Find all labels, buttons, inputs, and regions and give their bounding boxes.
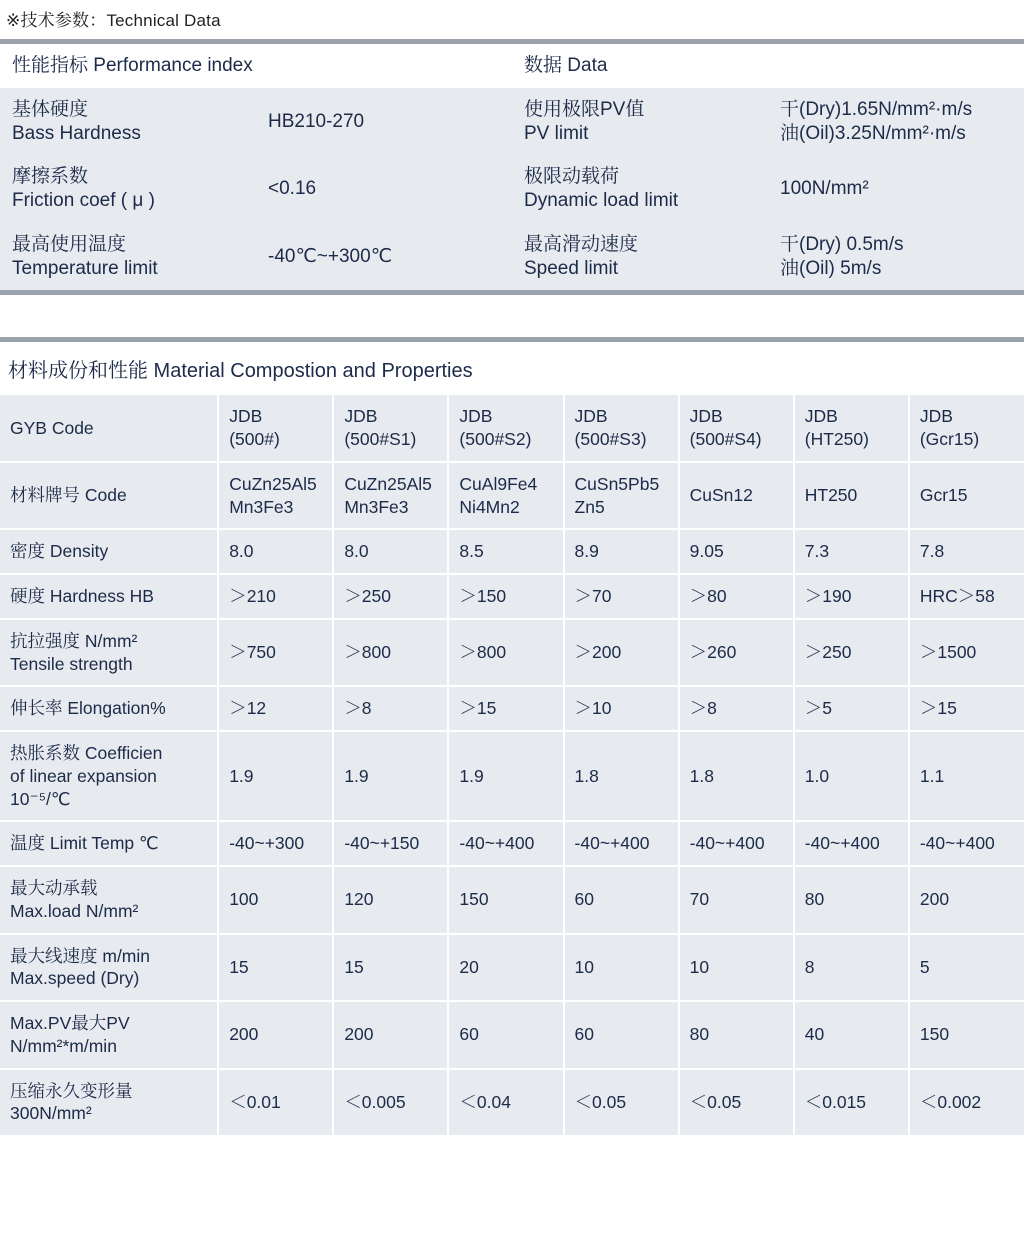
cell-r8-c4 bbox=[564, 866, 679, 934]
table-row bbox=[0, 529, 1024, 574]
table-row bbox=[0, 686, 1024, 731]
value-line-1: CuSn12 bbox=[689, 485, 753, 506]
cell-r9-c4 bbox=[564, 934, 679, 1002]
title-en: Technical Data bbox=[106, 11, 221, 30]
header-column-2 bbox=[333, 395, 448, 462]
table-row bbox=[0, 821, 1024, 866]
cell-r11-c1 bbox=[218, 1069, 333, 1136]
cell-r5-c6 bbox=[794, 686, 909, 731]
cell-r1-c6 bbox=[794, 462, 909, 530]
value-line-1: 80 bbox=[689, 1024, 710, 1045]
cell-r10-c5 bbox=[679, 1001, 794, 1069]
value-line-1: 200 bbox=[229, 1024, 259, 1045]
row-label-bass-hardness bbox=[0, 88, 256, 156]
value-line-1: 8.5 bbox=[459, 541, 484, 562]
value-line-2: 油(Oil)3.25N/mm²·m/s bbox=[780, 122, 966, 144]
value-line-1: 8.0 bbox=[344, 541, 369, 562]
cell-r8-c3 bbox=[448, 866, 563, 934]
cell-r11-c3 bbox=[448, 1069, 563, 1136]
cell-r3-c7 bbox=[909, 574, 1024, 619]
value-line-1: ＞800 bbox=[459, 642, 507, 663]
value-line-1: 1.8 bbox=[689, 765, 714, 786]
value-line-1: ＜0.002 bbox=[919, 1091, 982, 1112]
label-cn: 最高滑动速度 bbox=[524, 233, 639, 255]
cell-r4-c4 bbox=[564, 619, 679, 687]
cell-r9-c6 bbox=[794, 934, 909, 1002]
material-section-title: 材料成份和性能 Material Compostion and Properties bbox=[0, 342, 1024, 395]
row-label-8 bbox=[0, 866, 218, 934]
header-column-1 bbox=[218, 395, 333, 462]
value-line-1: ＜0.01 bbox=[229, 1091, 281, 1112]
column-line-2: (500#S2) bbox=[459, 429, 532, 449]
cell-r1-c2 bbox=[333, 462, 448, 530]
value-line-1: 1.0 bbox=[804, 765, 830, 786]
cell-r2-c6 bbox=[794, 529, 909, 574]
column-line-1: JDB bbox=[229, 406, 263, 427]
table-row bbox=[0, 1069, 1024, 1136]
value-line-1: 7.3 bbox=[804, 541, 830, 562]
label-line-1: 最大动承载 bbox=[10, 878, 98, 898]
column-line-2: (HT250) bbox=[804, 429, 869, 449]
value-line-1: CuAl9Fe4 bbox=[459, 473, 538, 494]
value-line-1: 120 bbox=[344, 889, 374, 910]
value-line-1: 1.9 bbox=[229, 765, 254, 786]
value-line-1: CuZn25Al5 bbox=[229, 473, 317, 494]
value-line-1: ＜0.04 bbox=[459, 1091, 511, 1112]
value-line-1: 70 bbox=[689, 889, 710, 910]
cell-r5-c5 bbox=[679, 686, 794, 731]
label-line-1: 抗拉强度 N/mm² bbox=[10, 630, 138, 651]
table-row bbox=[0, 866, 1024, 934]
value-line-1: ＞10 bbox=[574, 698, 612, 719]
table-row bbox=[0, 155, 1024, 223]
cell-r9-c5 bbox=[679, 934, 794, 1002]
row-label-4 bbox=[0, 619, 218, 687]
cell-r10-c7 bbox=[909, 1001, 1024, 1069]
value-line-1: -40~+300 bbox=[229, 833, 305, 854]
cell-r7-c1 bbox=[218, 821, 333, 866]
value-line-1: ＞15 bbox=[459, 698, 497, 719]
value-line-1: 60 bbox=[459, 1024, 479, 1045]
row-label-friction-coef bbox=[0, 155, 256, 223]
table-row bbox=[0, 462, 1024, 530]
cell-r3-c1 bbox=[218, 574, 333, 619]
column-line-1: JDB bbox=[574, 406, 608, 427]
value-line-1: ＞8 bbox=[689, 698, 717, 719]
cell-r11-c4 bbox=[564, 1069, 679, 1136]
row-value-bass-hardness: HB210-270 bbox=[256, 88, 512, 156]
row-label-5 bbox=[0, 686, 218, 731]
row-label-9 bbox=[0, 934, 218, 1002]
value-line-1: 1.8 bbox=[574, 765, 599, 786]
cell-r4-c3 bbox=[448, 619, 563, 687]
label-line-1: 温度 Limit Temp ℃ bbox=[10, 833, 159, 854]
row-label-dynamic-load-limit bbox=[512, 155, 768, 223]
row-label-temperature-limit bbox=[0, 223, 256, 291]
page-title bbox=[0, 0, 1024, 39]
value-line-1: 20 bbox=[459, 956, 479, 977]
value-line-1: ＞70 bbox=[574, 586, 612, 606]
label-line-3: 10⁻⁵/℃ bbox=[10, 788, 71, 809]
value-line-1: 1.1 bbox=[919, 765, 945, 786]
value-line-1: HT250 bbox=[804, 485, 858, 506]
header-data: 数据 Data bbox=[512, 44, 1024, 88]
value-line-1: -40~+400 bbox=[804, 833, 880, 854]
value-line-1: ＜0.015 bbox=[804, 1091, 867, 1112]
value-line-1: ＞5 bbox=[804, 698, 832, 719]
table-row bbox=[0, 1001, 1024, 1069]
cell-r8-c2 bbox=[333, 866, 448, 934]
row-value-speed-limit bbox=[768, 223, 1024, 291]
label-line-2: Max.speed (Dry) bbox=[10, 968, 140, 989]
value-line-1: -40~+400 bbox=[689, 833, 765, 854]
column-line-1: JDB bbox=[689, 406, 723, 427]
value-line-1: 40 bbox=[804, 1024, 825, 1045]
value-line-1: 200 bbox=[344, 1024, 374, 1045]
label-line-1: 硬度 Hardness HB bbox=[10, 586, 154, 606]
cell-r10-c1 bbox=[218, 1001, 333, 1069]
cell-r3-c5 bbox=[679, 574, 794, 619]
header-column-3 bbox=[448, 395, 563, 462]
header-gyb-code: GYB Code bbox=[0, 395, 218, 462]
cell-r2-c4 bbox=[564, 529, 679, 574]
cell-r11-c2 bbox=[333, 1069, 448, 1136]
header-column-4 bbox=[564, 395, 679, 462]
table-row bbox=[0, 619, 1024, 687]
value-line-1: -40~+400 bbox=[459, 833, 535, 854]
label-line-2: Max.load N/mm² bbox=[10, 900, 139, 921]
column-line-1: JDB bbox=[344, 406, 378, 427]
cell-r1-c4 bbox=[564, 462, 679, 530]
column-line-1: JDB bbox=[919, 406, 953, 427]
cell-r8-c1 bbox=[218, 866, 333, 934]
value-line-1: -40~+150 bbox=[344, 833, 420, 854]
label-line-1: 伸长率 Elongation% bbox=[10, 698, 166, 719]
cell-r3-c6 bbox=[794, 574, 909, 619]
cell-r3-c4 bbox=[564, 574, 679, 619]
value-line-1: 60 bbox=[574, 889, 594, 910]
row-value-friction-coef: <0.16 bbox=[256, 155, 512, 223]
label-line-1: 压缩永久变形量 bbox=[10, 1080, 133, 1101]
value-line-1: ＞250 bbox=[804, 642, 852, 663]
header-column-5 bbox=[679, 395, 794, 462]
column-line-2: (500#S1) bbox=[344, 429, 417, 449]
label-cn: 极限动载荷 bbox=[524, 166, 620, 188]
value-line-1: 150 bbox=[459, 889, 489, 910]
value-line-1: ＞80 bbox=[689, 586, 727, 606]
cell-r9-c7 bbox=[909, 934, 1024, 1002]
row-label-2 bbox=[0, 529, 218, 574]
value-line-1: CuZn25Al5 bbox=[344, 473, 432, 494]
row-label-6 bbox=[0, 731, 218, 821]
row-label-speed-limit bbox=[512, 223, 768, 291]
cell-r9-c3 bbox=[448, 934, 563, 1002]
header-column-7 bbox=[909, 395, 1024, 462]
label-line-2: Tensile strength bbox=[10, 653, 133, 674]
cell-r11-c6 bbox=[794, 1069, 909, 1136]
technical-data-table-wrap bbox=[0, 44, 1024, 290]
value-line-1: ＞260 bbox=[689, 642, 737, 663]
value-line-1: ＞8 bbox=[344, 698, 372, 719]
value-line-1: 60 bbox=[574, 1024, 594, 1045]
row-label-1 bbox=[0, 462, 218, 530]
row-label-11 bbox=[0, 1069, 218, 1136]
value-line-1: 干(Dry)1.65N/mm²·m/s bbox=[780, 98, 973, 120]
value-line-1: 9.05 bbox=[689, 541, 724, 562]
cell-r4-c7 bbox=[909, 619, 1024, 687]
label-cn: 使用极限PV值 bbox=[524, 98, 645, 120]
value-line-1: CuSn5Pb5 bbox=[574, 473, 660, 494]
table-row bbox=[0, 934, 1024, 1002]
value-line-1: ＞15 bbox=[919, 698, 957, 719]
cell-r11-c5 bbox=[679, 1069, 794, 1136]
cell-r2-c3 bbox=[448, 529, 563, 574]
cell-r5-c4 bbox=[564, 686, 679, 731]
cell-r3-c2 bbox=[333, 574, 448, 619]
value-line-1: ＞190 bbox=[804, 586, 852, 606]
cell-r2-c7 bbox=[909, 529, 1024, 574]
row-label-10 bbox=[0, 1001, 218, 1069]
cell-r1-c7 bbox=[909, 462, 1024, 530]
value-line-1: ＞200 bbox=[574, 642, 622, 663]
value-line-1: Gcr15 bbox=[919, 485, 968, 506]
cell-r7-c5 bbox=[679, 821, 794, 866]
cell-r6-c1 bbox=[218, 731, 333, 821]
label-cn: 基体硬度 bbox=[12, 98, 89, 120]
cell-r4-c1 bbox=[218, 619, 333, 687]
value-line-1: 100 bbox=[229, 889, 259, 910]
cell-r5-c7 bbox=[909, 686, 1024, 731]
value-line-1: 1.9 bbox=[344, 765, 369, 786]
table-header-row bbox=[0, 44, 1024, 88]
cell-r1-c1 bbox=[218, 462, 333, 530]
label-line-1: 材料牌号 Code bbox=[10, 485, 127, 506]
label-line-1: 热胀系数 Coefficien bbox=[10, 743, 163, 763]
value-line-1: ＜0.005 bbox=[344, 1091, 406, 1112]
value-line-1: 10 bbox=[574, 956, 594, 977]
value-line-1: ＜0.05 bbox=[574, 1091, 627, 1112]
cell-r6-c3 bbox=[448, 731, 563, 821]
value-line-1: ＞150 bbox=[459, 586, 507, 606]
technical-data-table bbox=[0, 44, 1024, 290]
label-line-1: 密度 Density bbox=[10, 541, 109, 562]
cell-r1-c3 bbox=[448, 462, 563, 530]
cell-r4-c2 bbox=[333, 619, 448, 687]
cell-r9-c2 bbox=[333, 934, 448, 1002]
cell-r8-c5 bbox=[679, 866, 794, 934]
column-line-1: JDB bbox=[459, 406, 493, 427]
row-label-3 bbox=[0, 574, 218, 619]
cell-r6-c6 bbox=[794, 731, 909, 821]
value-line-1: 7.8 bbox=[919, 541, 945, 562]
cell-r6-c5 bbox=[679, 731, 794, 821]
cell-r5-c1 bbox=[218, 686, 333, 731]
row-value-pv-limit bbox=[768, 88, 1024, 156]
cell-r9-c1 bbox=[218, 934, 333, 1002]
value-line-2: 油(Oil) 5m/s bbox=[780, 257, 882, 279]
cell-r10-c4 bbox=[564, 1001, 679, 1069]
row-value-dynamic-load-limit: 100N/mm² bbox=[768, 155, 1024, 223]
label-en: Dynamic load limit bbox=[524, 190, 679, 211]
cell-r3-c3 bbox=[448, 574, 563, 619]
cell-r7-c4 bbox=[564, 821, 679, 866]
value-line-1: ＞750 bbox=[229, 642, 276, 663]
value-line-1: ＞250 bbox=[344, 586, 392, 606]
cell-r8-c6 bbox=[794, 866, 909, 934]
cell-r10-c6 bbox=[794, 1001, 909, 1069]
cell-r7-c6 bbox=[794, 821, 909, 866]
cell-r10-c2 bbox=[333, 1001, 448, 1069]
value-line-1: 15 bbox=[229, 956, 249, 977]
cell-r5-c3 bbox=[448, 686, 563, 731]
value-line-1: 15 bbox=[344, 956, 364, 977]
column-line-2: (500#S3) bbox=[574, 429, 647, 449]
cell-r10-c3 bbox=[448, 1001, 563, 1069]
value-line-1: -40~+400 bbox=[919, 833, 995, 854]
value-line-1: 1.9 bbox=[459, 765, 484, 786]
value-line-1: 10 bbox=[689, 956, 710, 977]
label-line-2: of linear expansion bbox=[10, 765, 157, 786]
header-column-6 bbox=[794, 395, 909, 462]
value-line-1: ＞1500 bbox=[919, 642, 977, 663]
label-en: Bass Hardness bbox=[12, 122, 141, 144]
label-line-2: N/mm²*m/min bbox=[10, 1035, 117, 1056]
value-line-1: 干(Dry) 0.5m/s bbox=[780, 233, 904, 255]
material-properties-table bbox=[0, 395, 1024, 1135]
column-line-2: (Gcr15) bbox=[919, 429, 980, 449]
cell-r6-c2 bbox=[333, 731, 448, 821]
value-line-1: 8.9 bbox=[574, 541, 599, 562]
value-line-2: Ni4Mn2 bbox=[459, 496, 520, 517]
cell-r8-c7 bbox=[909, 866, 1024, 934]
table-row bbox=[0, 88, 1024, 156]
cell-r7-c7 bbox=[909, 821, 1024, 866]
value-line-1: 150 bbox=[919, 1024, 950, 1045]
header-performance-index: 性能指标 Performance index bbox=[0, 44, 512, 88]
cell-r4-c6 bbox=[794, 619, 909, 687]
value-line-1: ＜0.05 bbox=[689, 1091, 742, 1112]
value-line-1: ＞800 bbox=[344, 642, 392, 663]
value-line-1: 80 bbox=[804, 889, 825, 910]
cell-r11-c7 bbox=[909, 1069, 1024, 1136]
value-line-1: 5 bbox=[919, 956, 930, 977]
cell-r1-c5 bbox=[679, 462, 794, 530]
value-line-1: HRC＞58 bbox=[919, 586, 995, 606]
label-cn: 最高使用温度 bbox=[12, 233, 127, 255]
label-en: PV limit bbox=[524, 122, 589, 144]
cell-r2-c1 bbox=[218, 529, 333, 574]
value-line-1: 8 bbox=[804, 956, 815, 977]
value-line-1: -40~+400 bbox=[574, 833, 650, 854]
cell-r6-c4 bbox=[564, 731, 679, 821]
row-value-temperature-limit: -40℃~+300℃ bbox=[256, 223, 512, 291]
value-line-1: 8.0 bbox=[229, 541, 254, 562]
label-en: Friction coef ( μ ) bbox=[12, 190, 155, 211]
label-cn: 摩擦系数 bbox=[12, 166, 89, 188]
value-line-1: 200 bbox=[919, 889, 950, 910]
cell-r7-c2 bbox=[333, 821, 448, 866]
cell-r4-c5 bbox=[679, 619, 794, 687]
label-line-2: 300N/mm² bbox=[10, 1103, 92, 1124]
label-en: Temperature limit bbox=[12, 257, 158, 279]
value-line-2: Mn3Fe3 bbox=[229, 496, 294, 517]
cell-r5-c2 bbox=[333, 686, 448, 731]
column-line-2: (500#) bbox=[229, 429, 280, 449]
value-line-1: ＞12 bbox=[229, 698, 267, 719]
row-label-pv-limit bbox=[512, 88, 768, 156]
cell-r2-c5 bbox=[679, 529, 794, 574]
table-row bbox=[0, 731, 1024, 821]
label-en: Speed limit bbox=[524, 257, 618, 279]
label-line-1: 最大线速度 m/min bbox=[10, 945, 150, 966]
label-line-1: Max.PV最大PV bbox=[10, 1013, 130, 1033]
cell-r2-c2 bbox=[333, 529, 448, 574]
title-cn: 技术参数： bbox=[20, 11, 107, 30]
table-row bbox=[0, 574, 1024, 619]
section-gap bbox=[0, 295, 1024, 337]
column-line-2: (500#S4) bbox=[689, 429, 762, 449]
value-line-2: Zn5 bbox=[574, 496, 605, 517]
table-header-row bbox=[0, 395, 1024, 462]
value-line-2: Mn3Fe3 bbox=[344, 496, 409, 517]
cell-r6-c7 bbox=[909, 731, 1024, 821]
value-line-1: ＞210 bbox=[229, 586, 276, 606]
column-line-1: JDB bbox=[804, 406, 838, 427]
title-marker: ※ bbox=[6, 11, 21, 30]
row-label-7 bbox=[0, 821, 218, 866]
table-row bbox=[0, 223, 1024, 291]
cell-r7-c3 bbox=[448, 821, 563, 866]
